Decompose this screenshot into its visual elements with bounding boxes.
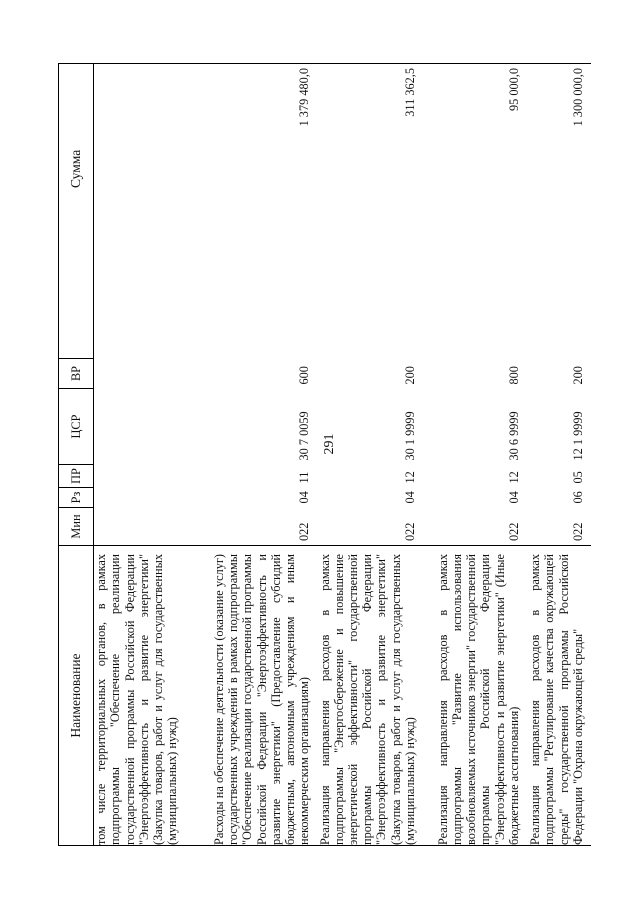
row-csr: 30 6 9999	[506, 411, 521, 461]
row-csr: 30 1 9999	[402, 411, 417, 461]
table-row	[423, 64, 527, 846]
row-name: Реализация направления расходов в рамках подпрограммы "Регулирование качества окружающей среды" государственной программы Российской Федерации "Охрана окружающей среды"	[527, 546, 591, 846]
row-min	[94, 508, 186, 546]
table-row	[318, 64, 423, 846]
row-rz: 04	[402, 491, 417, 504]
row-pr: 12	[506, 471, 521, 484]
row-sum: 1 379 480,0	[186, 64, 318, 359]
row-sum: 1 300 000,0	[527, 64, 591, 359]
row-rz	[94, 488, 186, 508]
budget-table	[58, 63, 591, 846]
row-rz: 04	[297, 491, 312, 504]
header-pr: ПР	[59, 465, 94, 488]
row-pr	[94, 465, 186, 488]
row-min: 022	[423, 508, 527, 546]
row-vr: 200	[570, 366, 585, 385]
row-vr: 600	[297, 366, 312, 385]
row-csr: 30 7 0059	[297, 411, 312, 461]
row-name: Реализация направления расходов в рамках подпрограммы "Энергосбережение и повышение энергетической эффективности" государственной программы Российской Федерации "Энергоэффективность и развитие энергетики" (Закупка товаров, работ и услуг для государственных (муниципальных) нужд)	[318, 546, 423, 846]
table-row	[186, 64, 318, 846]
row-min: 022	[186, 508, 318, 546]
row-min: 022	[318, 508, 423, 546]
row-name: Реализация направления расходов в рамках подпрограммы "Развитие использования возобновляемых источников энергии" государственной программы Российской Федерации "Энергоэффективность и развитие энергетики" (Иные бюджетные ассигнования)	[423, 546, 527, 846]
row-rz: 06	[570, 491, 585, 504]
row-pr: 05	[570, 471, 585, 484]
row-sum: 311 362,5	[318, 64, 423, 359]
row-csr	[94, 389, 186, 465]
header-vr: ВР	[59, 359, 94, 389]
row-vr	[94, 359, 186, 389]
row-rz: 04	[506, 491, 521, 504]
row-pr: 11	[297, 471, 312, 484]
row-sum	[94, 64, 186, 359]
header-rz: Рз	[59, 488, 94, 508]
page-number: 291	[322, 433, 337, 455]
row-vr: 200	[402, 366, 417, 385]
table-header-row	[59, 64, 94, 846]
row-min: 022	[527, 508, 591, 546]
header-name: Наименование	[59, 546, 94, 846]
row-pr: 12	[402, 471, 417, 484]
header-min: Мин	[59, 508, 94, 546]
header-csr: ЦСР	[59, 389, 94, 465]
row-sum: 95 000,0	[423, 64, 527, 359]
header-sum: Сумма	[59, 64, 94, 359]
table-row	[527, 64, 591, 846]
row-vr: 800	[506, 366, 521, 385]
rotated-page-content	[58, 64, 588, 846]
row-name: том числе территориальных органов, в рамках подпрограммы "Обеспечение реализации государственной программы Российской Федерации "Энергоэффективность и развитие энергетики" (Закупка товаров, работ и услуг для государственных (муниципальных) нужд)	[94, 546, 186, 846]
table-row	[94, 64, 186, 846]
row-name: Расходы на обеспечение деятельности (оказание услуг) государственных учреждений в рамках подпрограммы "Обеспечение реализации государственной программы Российской Федерации "Энергоэффективность и развитие энергетики" (Предоставление субсидий бюджетным, автономным учреждениям и иным некоммерческим организациям)	[186, 546, 318, 846]
row-csr: 12 1 9999	[570, 411, 585, 461]
